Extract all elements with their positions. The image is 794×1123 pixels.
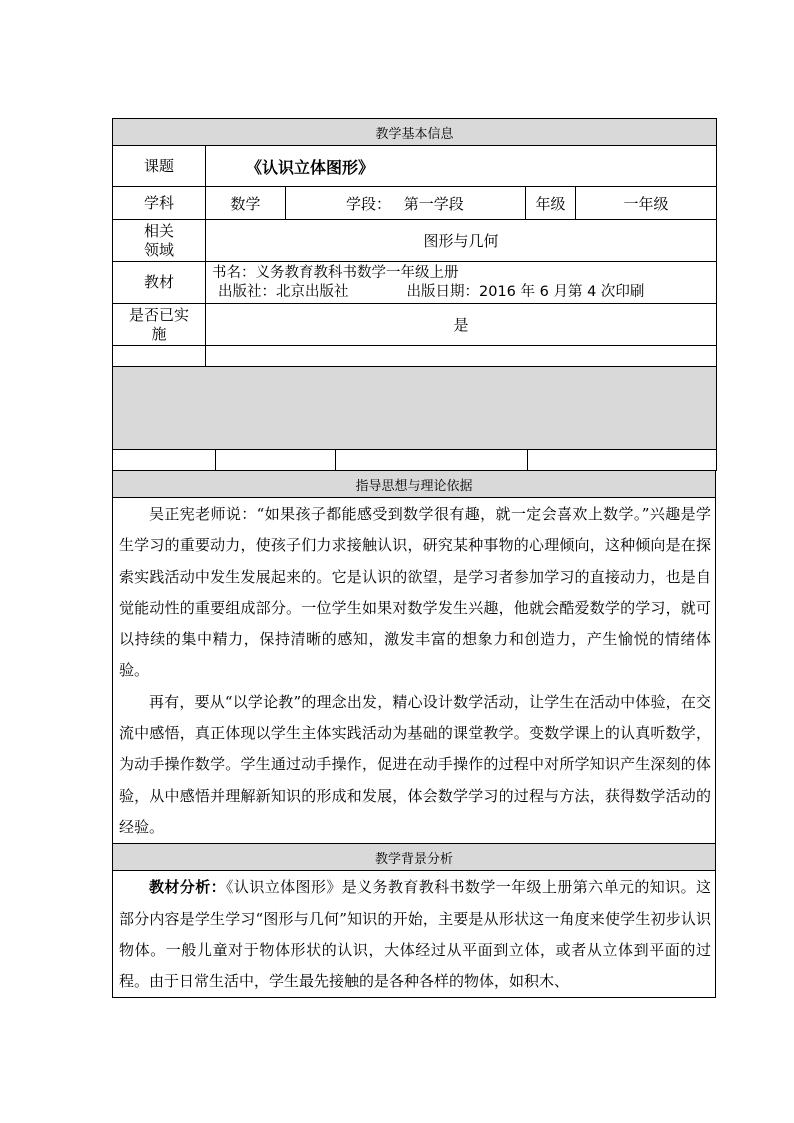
stage-label: 学段： [346,194,392,213]
stage-value: 第一学段 [403,194,464,213]
lesson-plan-page [112,118,716,998]
subject-label: 学科 [113,187,206,220]
publish-date: 出版日期：2016 年 6 月第 4 次印刷 [406,283,645,300]
blank-cell-1 [113,450,216,471]
publisher: 出版社：北京出版社 [218,283,349,300]
field-label-line2: 领域 [143,240,174,259]
grade-label: 年级 [526,187,576,220]
textbook-name: 书名：义务教育教科书数学一年级上册 [212,264,459,281]
grey-band [113,367,717,450]
grade-value: 一年级 [576,187,717,220]
empty-cell-left [113,346,206,367]
guiding-header: 指导思想与理论依据 [113,471,716,498]
blank-cell-4 [528,450,717,471]
guiding-paragraph-2: 再有，要从“以学论教”的理念出发，精心设计数学活动，让学生在活动中体验，在交流中感悟，真正体现以学生主体实践活动为基础的课堂教学。变数学课上的认真听数学，为动手操作数学。学生通过动手操作，促进在动手操作的过程中对所学知识产生深刻的体验，从中感悟并理解新知识的形成和发展，体会数学学习的过程与方法，获得数学活动的经验。 [119,692,711,836]
basic-info-header: 教学基本信息 [113,119,717,146]
blank-cell-3 [336,450,528,471]
topic-value: 《认识立体图形》 [206,146,717,187]
implemented-label-line2: 施 [151,324,167,343]
empty-cell-right [206,346,717,367]
basic-info-table [112,118,717,367]
blank-cell-2 [216,450,336,471]
background-content [113,871,716,998]
textbook-value [206,262,717,304]
background-text: 《认识立体图形》是义务教育教科书数学一年级上册第六单元的知识。这部分内容是学生学习“图形与几何”知识的开始，主要是从形状这一角度来使学生初步认识物体。一般儿童对于物体形状的认识，大体经过从平面到立体，或者从立体到平面的过程。由于日常生活中，学生最先接触的是各种各样的物体，如积木、 [119,878,711,991]
implemented-label-line1: 是否已实 [128,305,189,324]
topic-label: 课题 [113,146,206,187]
guiding-content [113,498,716,844]
implemented-value: 是 [206,304,717,346]
field-label [113,220,206,262]
textbook-label: 教材 [113,262,206,304]
background-paragraph [119,872,711,997]
subject-value: 数学 [206,187,286,220]
implemented-label [113,304,206,346]
field-label-line1: 相关 [143,221,174,240]
stage-cell [286,187,526,220]
field-value: 图形与几何 [206,220,717,262]
background-lead: 教材分析： [149,878,227,897]
guiding-paragraph-1: 吴正宪老师说：“如果孩子都能感受到数学很有趣，就一定会喜欢上数学。”兴趣是学生学习的重要动力，使孩子们力求接触认识，研究某种事物的心理倾向，这种倾向是在探索实践活动中发生发展起来的。它是认识的欲望，是学习者参加学习的直接动力，也是自觉能动性的重要组成部分。一位学生如果对数学发生兴趣，他就会酷爱数学的学习，就可以持续的集中精力，保持清晰的感知，激发丰富的想象力和创造力，产生愉悦的情绪体验。 [119,505,711,680]
guiding-table [112,470,716,998]
spacer-table [112,366,717,471]
background-header: 教学背景分析 [113,844,716,871]
